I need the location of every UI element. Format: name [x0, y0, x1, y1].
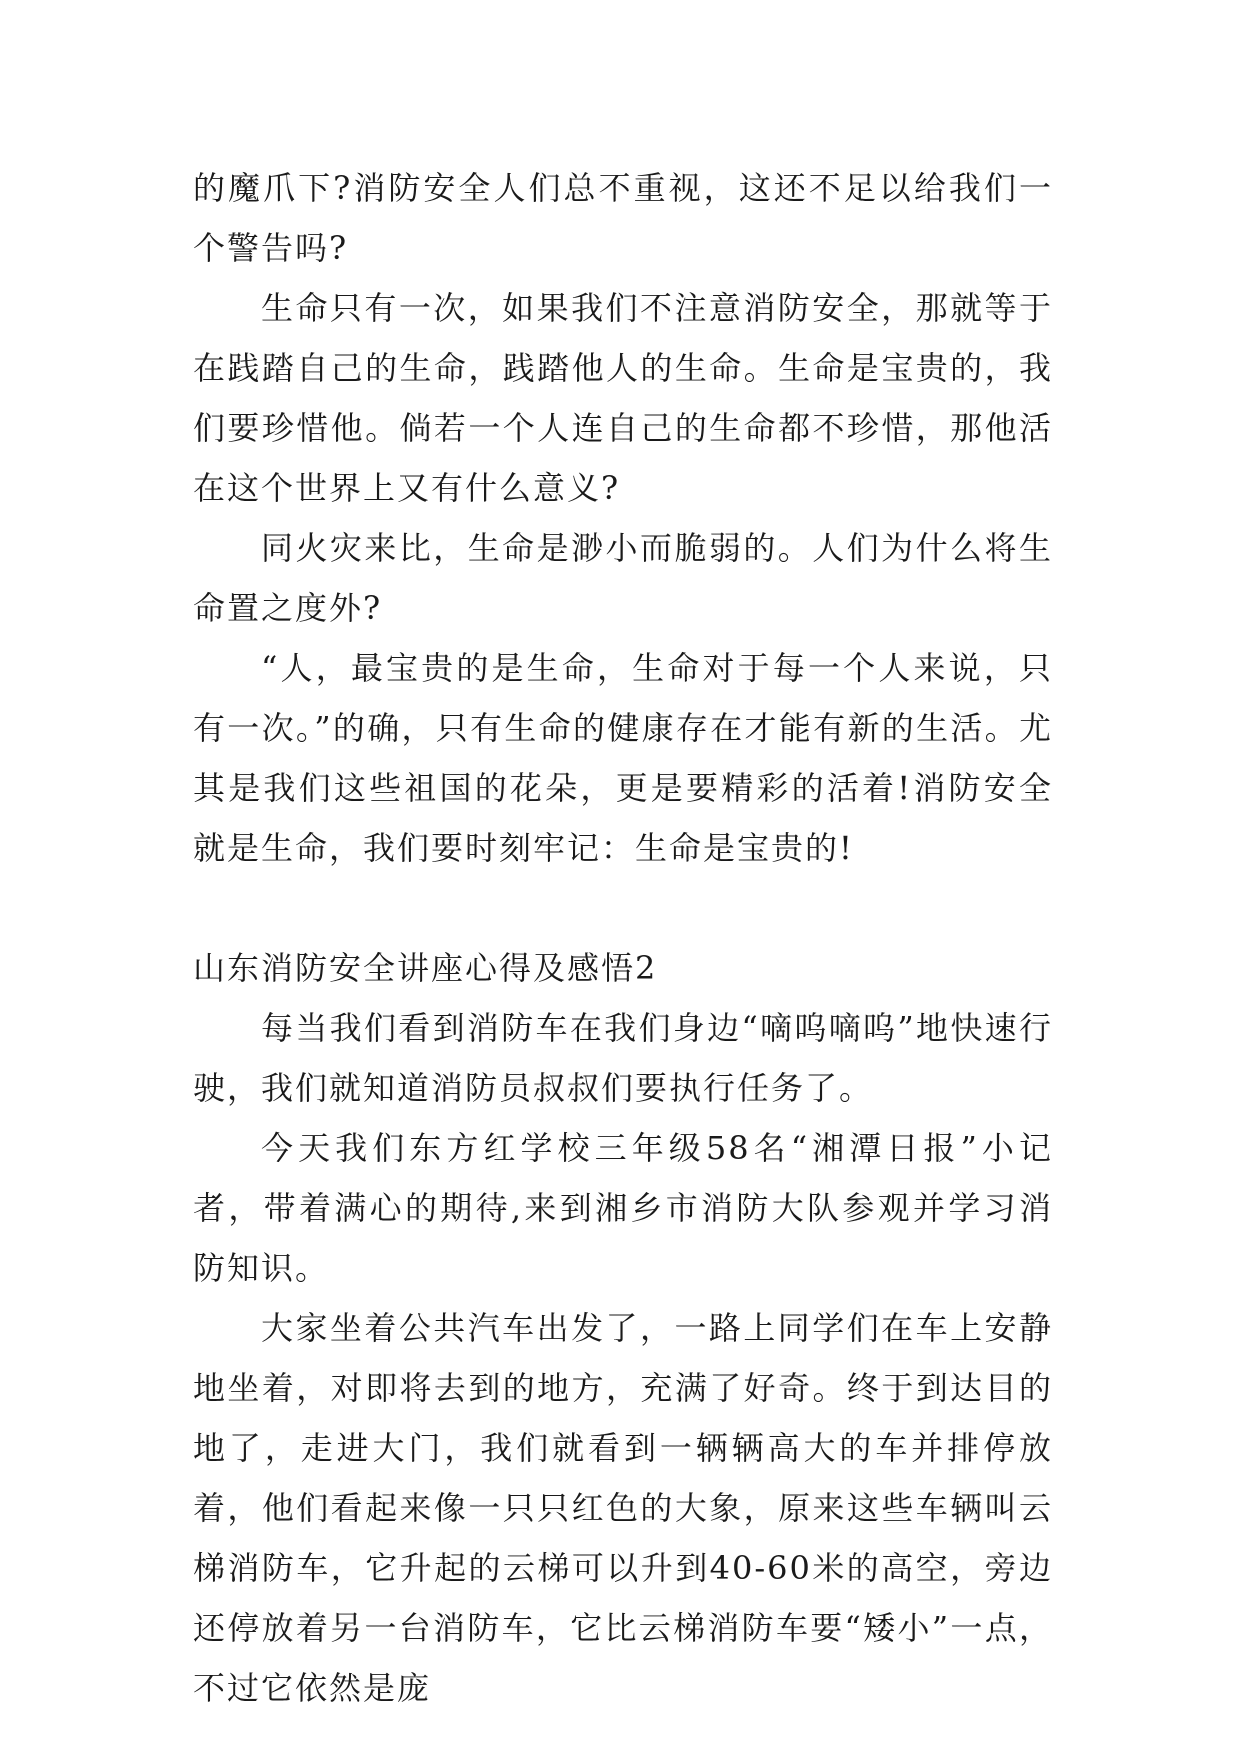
paragraph: 生命只有一次，如果我们不注意消防安全，那就等于在践踏自己的生命，践踏他人的生命。生命是宝贵的，我们要珍惜他。倘若一个人连自己的生命都不珍惜，那他活在这个世界上又有什么意义? — [193, 289, 1053, 507]
section-title: 山东消防安全讲座心得及感悟2 — [193, 949, 658, 987]
paragraphs-before — [193, 158, 1053, 878]
paragraphs-after — [193, 998, 1053, 1718]
document-page — [193, 158, 1053, 1718]
paragraph: 大家坐着公共汽车出发了，一路上同学们在车上安静地坐着，对即将去到的地方，充满了好奇。终于到达目的地了，走进大门，我们就看到一辆辆高大的车并排停放着，他们看起来像一只只红色的大象，原来这些车辆叫云梯消防车，它升起的云梯可以升到40-60米的高空，旁边还停放着另一台消防车，它比云梯消防车要“矮小”一点，不过它依然是庞 — [193, 1309, 1053, 1707]
paragraph: 同火灾来比，生命是渺小而脆弱的。人们为什么将生命置之度外? — [193, 529, 1053, 627]
paragraph: 每当我们看到消防车在我们身边“嘀呜嘀呜”地快速行驶，我们就知道消防员叔叔们要执行任务了。 — [193, 1009, 1053, 1107]
paragraph: “人，最宝贵的是生命，生命对于每一个人来说，只有一次。”的确，只有生命的健康存在才能有新的生活。尤其是我们这些祖国的花朵，更是要精彩的活着!消防安全就是生命，我们要时刻牢记：生命是宝贵的! — [193, 649, 1053, 867]
paragraph: 今天我们东方红学校三年级58名“湘潭日报”小记者，带着满心的期待,来到湘乡市消防大队参观并学习消防知识。 — [193, 1129, 1053, 1287]
paragraph: 的魔爪下?消防安全人们总不重视，这还不足以给我们一个警告吗? — [193, 169, 1053, 267]
section-spacer — [193, 878, 1053, 938]
